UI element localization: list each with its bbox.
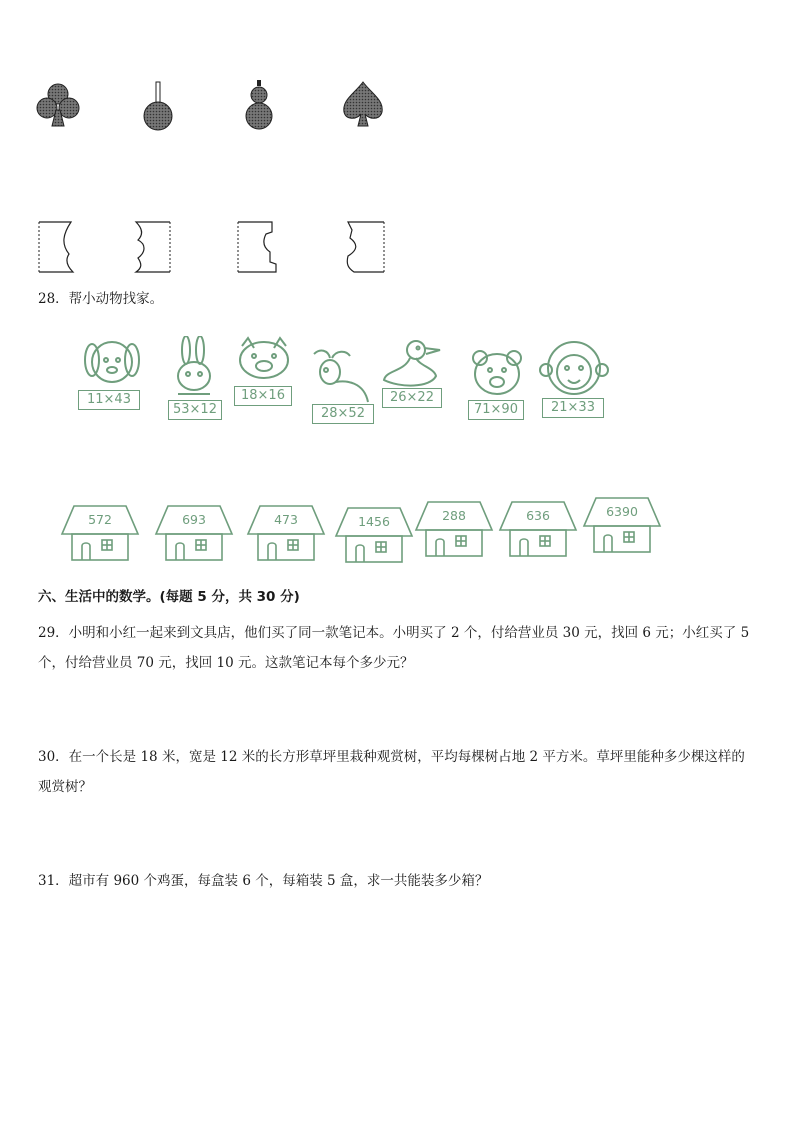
question-30-line2: 观赏树？ (38, 779, 92, 795)
house-number: 288 (442, 508, 466, 523)
animal-monkey (538, 340, 610, 424)
animal-expr-rabbit: 53×12 (168, 400, 222, 420)
house-693 (154, 504, 234, 562)
animal-goat (306, 346, 376, 428)
animal-bear (466, 346, 528, 426)
club-icon (36, 82, 80, 130)
house-572 (60, 504, 140, 562)
house-number: 6390 (606, 504, 638, 519)
animal-duck (380, 336, 446, 412)
question-28: 28．帮小动物找家。 (38, 291, 164, 307)
section-title: 六、生活中的数学。(每题 5 分，共 30 分) (38, 589, 300, 605)
half-cutout-wave-icon (344, 220, 388, 274)
animal-expr-duck: 26×22 (382, 388, 442, 408)
animal-expr-pig: 18×16 (234, 386, 292, 406)
animal-expr-bear: 71×90 (468, 400, 524, 420)
house-636 (498, 500, 578, 558)
question-29-line1: 29．小明和小红一起来到文具店，他们买了同一款笔记本。小明买了 2 个，付给营业员 30 元，找回 6 元；小红买了 5 (38, 625, 750, 641)
animal-expr-goat: 28×52 (312, 404, 374, 424)
paddle-icon (140, 80, 176, 132)
animal-dog (74, 336, 144, 416)
house-6390 (582, 496, 662, 554)
question-31: 31．超市有 960 个鸡蛋，每盒装 6 个，每箱装 5 盒，求一共能装多少箱？ (38, 873, 489, 889)
house-473 (246, 504, 326, 562)
house-number: 636 (526, 508, 550, 523)
house-number: 693 (182, 512, 206, 527)
house-number: 1456 (358, 514, 390, 529)
gourd-icon (242, 80, 276, 132)
spade-icon (340, 80, 386, 130)
question-29-line2: 个，付给营业员 70 元，找回 10 元。这款笔记本每个多少元？ (38, 655, 414, 671)
house-288 (414, 500, 494, 558)
animal-expr-monkey: 21×33 (542, 398, 604, 418)
house-number: 572 (88, 512, 112, 527)
house-1456 (334, 506, 414, 564)
half-cutout-right-icon (132, 220, 174, 274)
animal-rabbit (164, 336, 228, 422)
house-number: 473 (274, 512, 298, 527)
question-30-line1: 30．在一个长是 18 米，宽是 12 米的长方形草坪里栽种观赏树，平均每棵树占地 2 平方米。草坪里能种多少棵这样的 (38, 749, 745, 765)
animal-pig (234, 336, 294, 410)
half-cutout-left-icon (37, 220, 77, 274)
animal-expr-dog: 11×43 (78, 390, 140, 410)
half-cutout-notch-icon (236, 220, 278, 274)
